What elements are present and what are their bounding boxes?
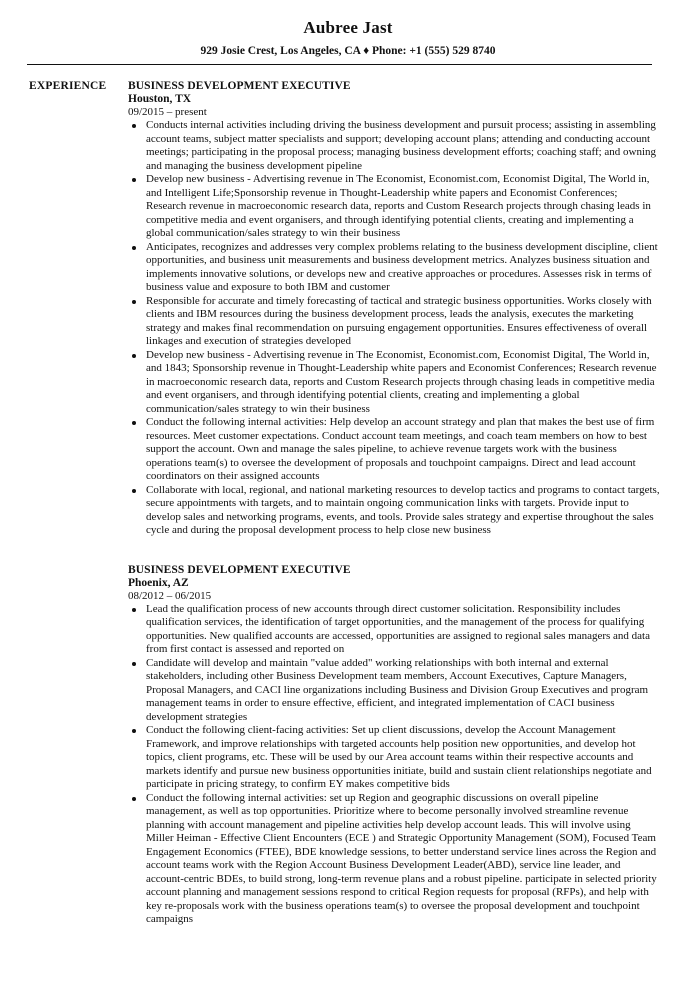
job-bullets xyxy=(128,119,660,538)
bullet-dot-icon xyxy=(132,178,136,182)
experience-list xyxy=(128,80,660,953)
job-title: BUSINESS DEVELOPMENT EXECUTIVE xyxy=(128,80,351,92)
bullet-item xyxy=(128,349,660,417)
bullet-item xyxy=(128,241,660,295)
job-location: Phoenix, AZ xyxy=(128,576,189,589)
job-dates: 09/2015 – present xyxy=(128,106,207,118)
bullet-item xyxy=(128,792,660,927)
bullet-dot-icon xyxy=(132,489,136,493)
bullet-item xyxy=(128,295,660,349)
bullet-item xyxy=(128,657,660,725)
bullet-text: Conduct the following client-facing activities: Set up client discussions, develop the Account Management Framework, and improve relationships with targeted accounts help position new opportunities, and develop hot topics, client programs, etc. These will be used by our Area account teams within their respective accounts and markets identify and pursue new business opportunities initiate, build and sustain client relationships negotiate and participate in pricing strategy, to confirm EY makes competitive bids xyxy=(146,724,652,790)
bullet-text: Develop new business - Advertising revenue in The Economist, Economist.com, Economist Digital, The World in, and Intelligent Life;Sponsorship revenue in Thought-Leadership white papers and Economist Conferences; Research revenue in macroeconomic research data, reports and Custom Research projects through chasing leads in competitive media and event organisers, and through identifying potential clients, creating and implementing a global communication/sales strategy to win their business xyxy=(146,173,651,239)
bullet-text: Anticipates, recognizes and addresses very complex problems relating to the business development discipline, client opportunities, and business unit measurements and business development metrics. Analyzes business situation and implements innovative solutions, or develops new and creative approaches or procedures. Assesses risk in terms of business value and exposure to both IBM and customer xyxy=(146,240,658,293)
bullet-item xyxy=(128,119,660,173)
bullet-text: Conduct the following internal activities: Help develop an account strategy and plan that makes the best use of firm resources. Meet customer expectations. Conduct account team meetings, and coach team members on how to best support the account. Own and manage the sales pipeline, to achieve revenue targets work with the business operations team(s) to oversee the development of proposals and touchpoint campaigns. Direct and lead account coordinators on their assigned accounts xyxy=(146,416,655,482)
bullet-text: Responsible for accurate and timely forecasting of tactical and strategic business opportunities. Works closely with clients and IBM resources during the business development process, leads the analysis, executes the marketing strategy and makes final recommendation on pursuing engagement opportunities. Ensures effectiveness of overall linkages and execution of strategies developed xyxy=(146,294,652,347)
job-title: BUSINESS DEVELOPMENT EXECUTIVE xyxy=(128,563,351,576)
bullet-dot-icon xyxy=(132,300,136,304)
bullet-item xyxy=(128,603,660,657)
bullet-dot-icon xyxy=(132,354,136,358)
bullet-text: Lead the qualification process of new accounts through direct customer solicitation. Responsibility includes qualification services, the identification of target opportunities, and the management of the process for qualifying opportunities. New qualified accounts are accessed, opportunities are assigned to regional sales managers and data from first contact is assessed and reported on xyxy=(146,602,650,655)
job-entry xyxy=(128,80,660,538)
bullet-text: Collaborate with local, regional, and national marketing resources to develop tactics and programs to contact targets, secure appointments with targets, and to maintain ongoing communication links with targets. Provide input to develop sales and networking programs, events, and tools. Provide sales strategy and expertise throughout the sales cycle and during the proposal development process to help close new business xyxy=(146,483,660,536)
bullet-dot-icon xyxy=(132,421,136,425)
bullet-text: Conduct the following internal activities: set up Region and geographic discussions on overall pipeline management, as well as top opportunities. Prioritize where to become personally involved streamline revenue planning with account management and pipeline activities help develop account leads. This will involve using Miller Heiman - Effective Client Encounters (ECE ) and Strategic Opportunity Management (SOM), Focused Team Engagement Economics (FTEE), BDE knowledge sessions, to better understand service lines across the Region and account teams work with the Region Account Business Development Leader(ABD), service line leader, and account-centric BDEs, to build strong, long-term revenue plans and a robust pipeline. participate in selected priority account planning and management sessions respond to critical Region requests for proposal (RFPs), and help with key re-proposals work with the business operations team(s) to oversee the proposal development and touchpoint campaigns xyxy=(146,791,657,925)
candidate-name: Aubree Jast xyxy=(303,18,393,37)
job-entry xyxy=(128,564,660,927)
bullet-item xyxy=(128,173,660,241)
job-bullets xyxy=(128,603,660,927)
bullet-dot-icon xyxy=(132,662,136,666)
bullet-dot-icon xyxy=(132,729,136,733)
job-dates: 08/2012 – 06/2015 xyxy=(128,589,212,602)
bullet-item xyxy=(128,724,660,792)
bullet-text: Conducts internal activities including driving the business development and pursuit process; assisting in assembling account teams, subject matter specialists and support; developing account plans; attending and conducting account meetings; participating in the proposal process; managing business development efforts; coaching staff; and owning and managing the business development pipeline xyxy=(146,119,657,172)
job-location: Houston, TX xyxy=(128,93,192,105)
contact-line: 929 Josie Crest, Los Angeles, CA ♦ Phone: +1 (555) 529 8740 xyxy=(200,45,496,57)
bullet-dot-icon xyxy=(132,608,136,612)
header-divider xyxy=(27,64,652,65)
bullet-dot-icon xyxy=(132,246,136,250)
bullet-item xyxy=(128,484,660,538)
bullet-dot-icon xyxy=(132,124,136,128)
bullet-text: Candidate will develop and maintain "value added" working relationships with both internal and external stakeholders, including other Business Development team members, Account Executives, Capture Managers, Proposal Managers, and CACI line organizations including Business and Division Group Executives and program management teams in order to ensure effective, efficient, and integrated implementation of CACI business development strategies xyxy=(146,656,649,723)
bullet-text: Develop new business - Advertising revenue in The Economist, Economist.com, Economist Digital, The World in, and 1843; Sponsorship revenue in Thought-Leadership white papers and Economist Conferences; Research revenue in macroeconomic research data, reports and Custom Research projects through chasing leads in competitive media and event organisers, and through identifying potential clients, creating and implementing a global communication/sales strategy to win their business xyxy=(146,348,657,415)
section-label-experience: EXPERIENCE xyxy=(29,80,107,92)
bullet-item xyxy=(128,416,660,484)
bullet-dot-icon xyxy=(132,797,136,801)
